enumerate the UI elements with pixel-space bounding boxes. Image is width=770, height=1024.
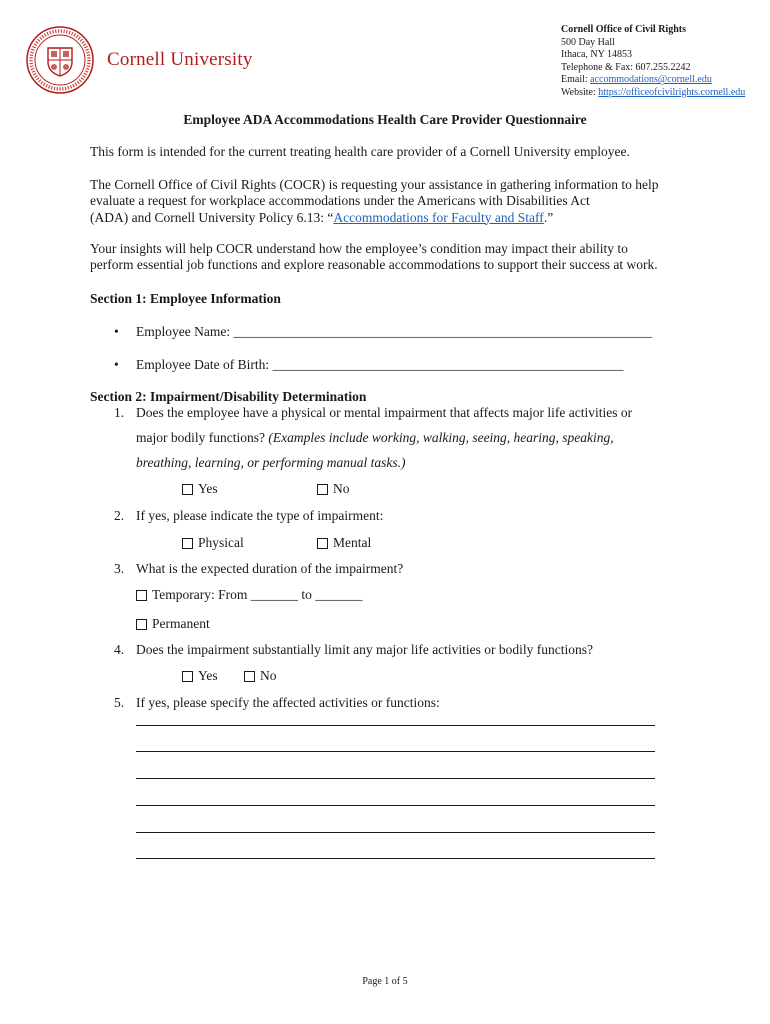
website-label: Website: [561, 86, 599, 98]
q1-yes-label: Yes [198, 481, 218, 496]
checkbox-icon[interactable] [182, 484, 193, 495]
bullet-marker: • [114, 324, 119, 339]
q1-no-checkbox[interactable] [317, 481, 350, 497]
answer-line[interactable] [136, 805, 655, 806]
checkbox-icon[interactable] [317, 484, 328, 495]
q2-physical-checkbox[interactable] [182, 535, 244, 551]
answer-line[interactable] [136, 832, 655, 833]
office-contact-block [561, 24, 745, 100]
question-1-line-1: Does the employee have a physical or mental impairment that affects major life activities or [136, 405, 633, 420]
checkbox-icon[interactable] [182, 538, 193, 549]
intro-paragraph-1: This form is intended for the current treating health care provider of a Cornell University employee. [90, 144, 630, 159]
question-1-line-3: breathing, learning, or performing manual tasks.) [136, 455, 406, 470]
intro-p2-line-3-end: .” [543, 209, 554, 225]
policy-link[interactable]: Accommodations for Faculty and Staff [333, 209, 544, 225]
q3-temporary-checkbox[interactable] [136, 587, 363, 603]
office-name: Cornell Office of Civil Rights [561, 24, 686, 35]
q4-no-label: No [260, 668, 277, 683]
intro-p3-line-1: Your insights will help COCR understand how the employee’s condition may impact their ability to [90, 241, 628, 256]
intro-p2-line-3-text: (ADA) and Cornell University Policy 6.13: “ [90, 209, 334, 225]
answer-line[interactable] [136, 725, 655, 726]
checkbox-icon[interactable] [136, 619, 147, 630]
intro-p2-line-2: evaluate a request for workplace accommodations under the Americans with Disabilities Act [90, 193, 590, 209]
q1-yes-checkbox[interactable] [182, 481, 218, 497]
question-1-examples: (Examples include working, walking, seeing, hearing, speaking, [268, 430, 614, 445]
q4-no-checkbox[interactable] [244, 668, 277, 684]
question-4-text: Does the impairment substantially limit any major life activities or bodily functions? [136, 642, 594, 657]
section-2-title: Section 2: Impairment/Disability Determination [90, 389, 367, 404]
intro-p3-line-2: perform essential job functions and explore reasonable accommodations to support their success at work. [90, 257, 658, 273]
intro-paragraph-3 [90, 241, 690, 274]
question-5-number: 5. [114, 695, 125, 710]
checkbox-icon[interactable] [182, 671, 193, 682]
answer-line[interactable] [136, 858, 655, 859]
question-1-number: 1. [114, 405, 125, 420]
website-line [561, 87, 745, 100]
email-label: Email: [561, 74, 591, 86]
q2-mental-checkbox[interactable] [317, 535, 371, 551]
email-link[interactable]: accommodations@cornell.edu [590, 74, 712, 86]
checkbox-icon[interactable] [136, 590, 147, 601]
question-4-number: 4. [114, 642, 125, 657]
q2-physical-label: Physical [198, 535, 244, 550]
answer-line[interactable] [136, 778, 655, 779]
cornell-seal-logo [26, 26, 94, 94]
section-1-title: Section 1: Employee Information [90, 291, 281, 306]
phone-line: Telephone & Fax: 607.255.2242 [561, 61, 691, 73]
question-3-text: What is the expected duration of the impairment? [136, 561, 404, 576]
q2-mental-label: Mental [333, 535, 372, 550]
question-5-text: If yes, please specify the affected activities or functions: [136, 695, 440, 710]
q3-temporary-label: Temporary: From _______ to _______ [152, 587, 363, 602]
employee-name-field[interactable]: Employee Name: ______________________________________________________________ [136, 324, 652, 339]
page-number: Page 1 of 5 [362, 976, 408, 987]
checkbox-icon[interactable] [244, 671, 255, 682]
intro-p2-line-3 [90, 210, 690, 226]
checkbox-icon[interactable] [317, 538, 328, 549]
university-wordmark: Cornell University [107, 49, 253, 70]
intro-paragraph-2 [90, 177, 690, 226]
question-3-number: 3. [114, 561, 125, 576]
intro-p2-line-1: The Cornell Office of Civil Rights (COCR) is requesting your assistance in gathering information to help [90, 177, 659, 192]
q4-yes-label: Yes [198, 668, 218, 683]
bullet-marker: • [114, 357, 119, 372]
email-line [561, 74, 745, 87]
question-1-line-2 [136, 430, 614, 446]
question-2-text: If yes, please indicate the type of impairment: [136, 508, 384, 523]
address-line-2: Ithaca, NY 14853 [561, 49, 632, 61]
employee-dob-field[interactable]: Employee Date of Birth: ____________________________________________________ [136, 357, 624, 372]
q3-permanent-checkbox[interactable] [136, 616, 210, 632]
document-title: Employee ADA Accommodations Health Care Provider Questionnaire [183, 112, 587, 127]
q4-yes-checkbox[interactable] [182, 668, 218, 684]
question-1-line-2-text: major bodily functions? [136, 430, 269, 445]
question-2-number: 2. [114, 508, 125, 523]
q1-no-label: No [333, 481, 350, 496]
q3-permanent-label: Permanent [152, 616, 210, 631]
address-line-1: 500 Day Hall [561, 36, 615, 48]
website-link[interactable]: https://officeofcivilrights.cornell.edu [598, 86, 746, 98]
answer-line[interactable] [136, 751, 655, 752]
